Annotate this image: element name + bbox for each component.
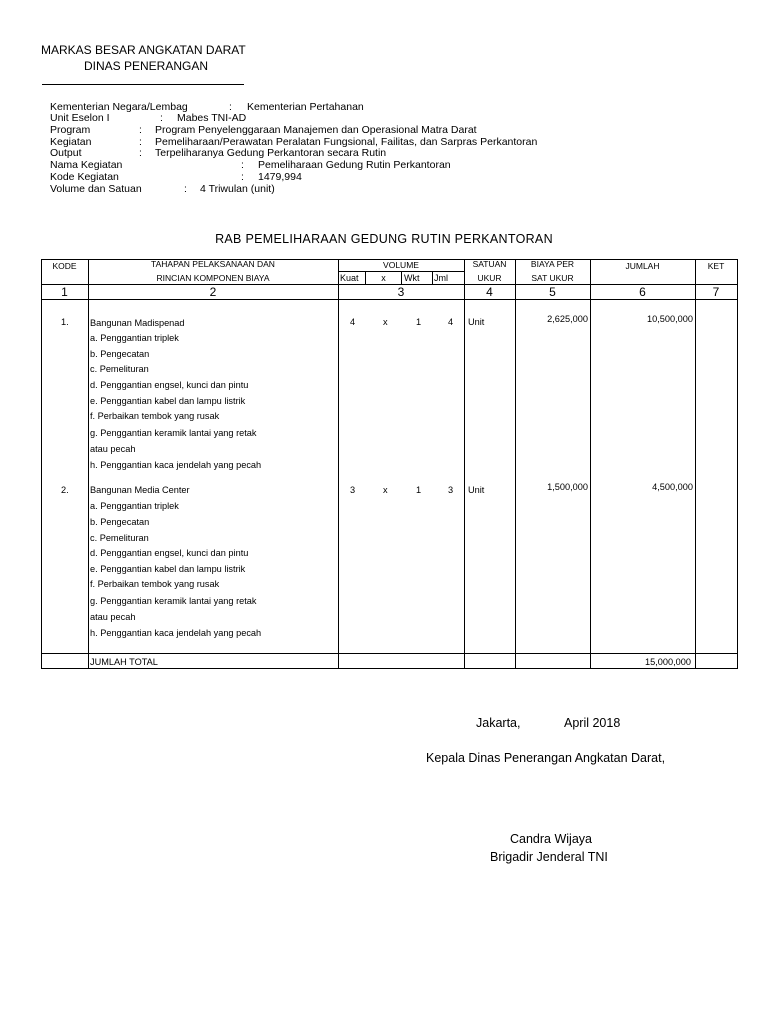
meta-label: Kode Kegiatan — [50, 171, 119, 183]
list-item: c. Pemelituran — [90, 533, 149, 543]
row-biaya: 2,625,000 — [547, 314, 588, 324]
signature-date: April 2018 — [564, 716, 621, 730]
row-jumlah: 10,500,000 — [647, 314, 693, 324]
meta-value: 4 Triwulan (unit) — [200, 183, 275, 195]
list-item: atau pecah — [90, 444, 136, 454]
col-number: 4 — [486, 285, 493, 299]
row-kode: 1. — [61, 317, 69, 327]
header-jumlah: JUMLAH — [625, 261, 660, 271]
header-wkt: Wkt — [404, 273, 420, 283]
meta-label: Program — [50, 124, 91, 136]
document-title: RAB PEMELIHARAAN GEDUNG RUTIN PERKANTORAN — [215, 232, 553, 246]
header-ket: KET — [707, 261, 725, 271]
list-item: b. Pengecatan — [90, 349, 150, 359]
list-item: d. Penggantian engsel, kunci dan pintu — [90, 380, 249, 390]
row-wkt: 1 — [416, 317, 422, 327]
header-sat-ukur: SAT UKUR — [531, 273, 574, 283]
header-x: x — [381, 273, 386, 283]
list-item: f. Perbaikan tembok yang rusak — [90, 411, 220, 421]
header-jml: Jml — [434, 273, 448, 283]
meta-label: Unit Eselon I — [50, 112, 110, 124]
row-kuat: 4 — [350, 317, 356, 327]
list-item: c. Pemelituran — [90, 364, 149, 374]
row-satuan: Unit — [468, 317, 485, 327]
list-item: b. Pengecatan — [90, 517, 150, 527]
meta-label: Kementerian Negara/Lembag — [50, 101, 188, 113]
meta-sep: : — [139, 147, 142, 159]
row-jml: 3 — [448, 485, 454, 495]
meta-sep: : — [241, 159, 244, 171]
org-name: MARKAS BESAR ANGKATAN DARAT — [41, 43, 246, 57]
meta-value: Pemeliharaan Gedung Rutin Perkantoran — [258, 159, 451, 171]
list-item: g. Penggantian keramik lantai yang retak — [90, 596, 257, 606]
meta-label: Volume dan Satuan — [50, 183, 142, 195]
row-jumlah: 4,500,000 — [652, 482, 693, 492]
meta-sep: : — [241, 171, 244, 183]
meta-value: 1479,994 — [258, 171, 302, 183]
meta-value: Pemeliharaan/Perawatan Peralatan Fungsional, Failitas, dan Sarpras Perkantoran — [155, 136, 538, 148]
signature-rank: Brigadir Jenderal TNI — [490, 850, 608, 864]
header-biaya: BIAYA PER — [530, 259, 575, 269]
row-name: Bangunan Media Center — [90, 485, 190, 495]
list-item: e. Penggantian kabel dan lampu listrik — [90, 396, 246, 406]
meta-label: Output — [50, 147, 82, 159]
list-item: e. Penggantian kabel dan lampu listrik — [90, 564, 246, 574]
col-number: 7 — [712, 285, 720, 299]
row-biaya: 1,500,000 — [547, 482, 588, 492]
total-value: 15,000,000 — [645, 657, 691, 667]
meta-label: Kegiatan — [50, 136, 92, 148]
col-number: 2 — [209, 285, 217, 299]
meta-value: Kementerian Pertahanan — [247, 101, 364, 113]
header-ukur: UKUR — [477, 273, 502, 283]
header-kuat: Kuat — [340, 273, 359, 283]
meta-sep: : — [160, 112, 163, 124]
org-unit: DINAS PENERANGAN — [84, 59, 209, 73]
list-item: a. Penggantian triplek — [90, 333, 179, 343]
signature-name: Candra Wijaya — [510, 832, 592, 846]
meta-sep: : — [139, 124, 142, 136]
meta-sep: : — [184, 183, 187, 195]
list-item: d. Penggantian engsel, kunci dan pintu — [90, 548, 249, 558]
header-volume: VOLUME — [383, 260, 419, 270]
row-kuat: 3 — [350, 485, 356, 495]
list-item: h. Penggantian kaca jendelah yang pecah — [90, 628, 262, 638]
header-rincian: RINCIAN KOMPONEN BIAYA — [156, 273, 270, 283]
meta-value: Program Penyelenggaraan Manajemen dan Operasional Matra Darat — [155, 124, 477, 136]
col-number: 3 — [397, 285, 405, 299]
meta-label: Nama Kegiatan — [50, 159, 123, 171]
total-label: JUMLAH TOTAL — [90, 657, 158, 667]
header-kode: KODE — [52, 261, 77, 271]
signature-title: Kepala Dinas Penerangan Angkatan Darat, — [426, 751, 666, 765]
col-number: 5 — [549, 285, 556, 299]
meta-sep: : — [139, 136, 142, 148]
row-kode: 2. — [61, 485, 69, 495]
col-number: 6 — [639, 285, 646, 299]
meta-value: Mabes TNI-AD — [177, 112, 247, 124]
list-item: f. Perbaikan tembok yang rusak — [90, 579, 220, 589]
row-jml: 4 — [448, 317, 454, 327]
list-item: a. Penggantian triplek — [90, 501, 179, 511]
row-wkt: 1 — [416, 485, 422, 495]
list-item: g. Penggantian keramik lantai yang retak — [90, 428, 257, 438]
row-satuan: Unit — [468, 485, 485, 495]
header-tahapan: TAHAPAN PELAKSANAAN DAN — [151, 259, 275, 269]
header-satuan: SATUAN — [472, 259, 507, 269]
row-x: x — [383, 317, 388, 327]
list-item: atau pecah — [90, 612, 136, 622]
row-x: x — [383, 485, 388, 495]
meta-sep: : — [229, 101, 232, 113]
meta-value: Terpeliharanya Gedung Perkantoran secara Rutin — [155, 147, 387, 159]
col-number: 1 — [61, 285, 68, 299]
signature-place: Jakarta, — [476, 716, 521, 730]
list-item: h. Penggantian kaca jendelah yang pecah — [90, 460, 262, 470]
header-underline — [42, 84, 244, 85]
row-name: Bangunan Madispenad — [90, 318, 185, 328]
